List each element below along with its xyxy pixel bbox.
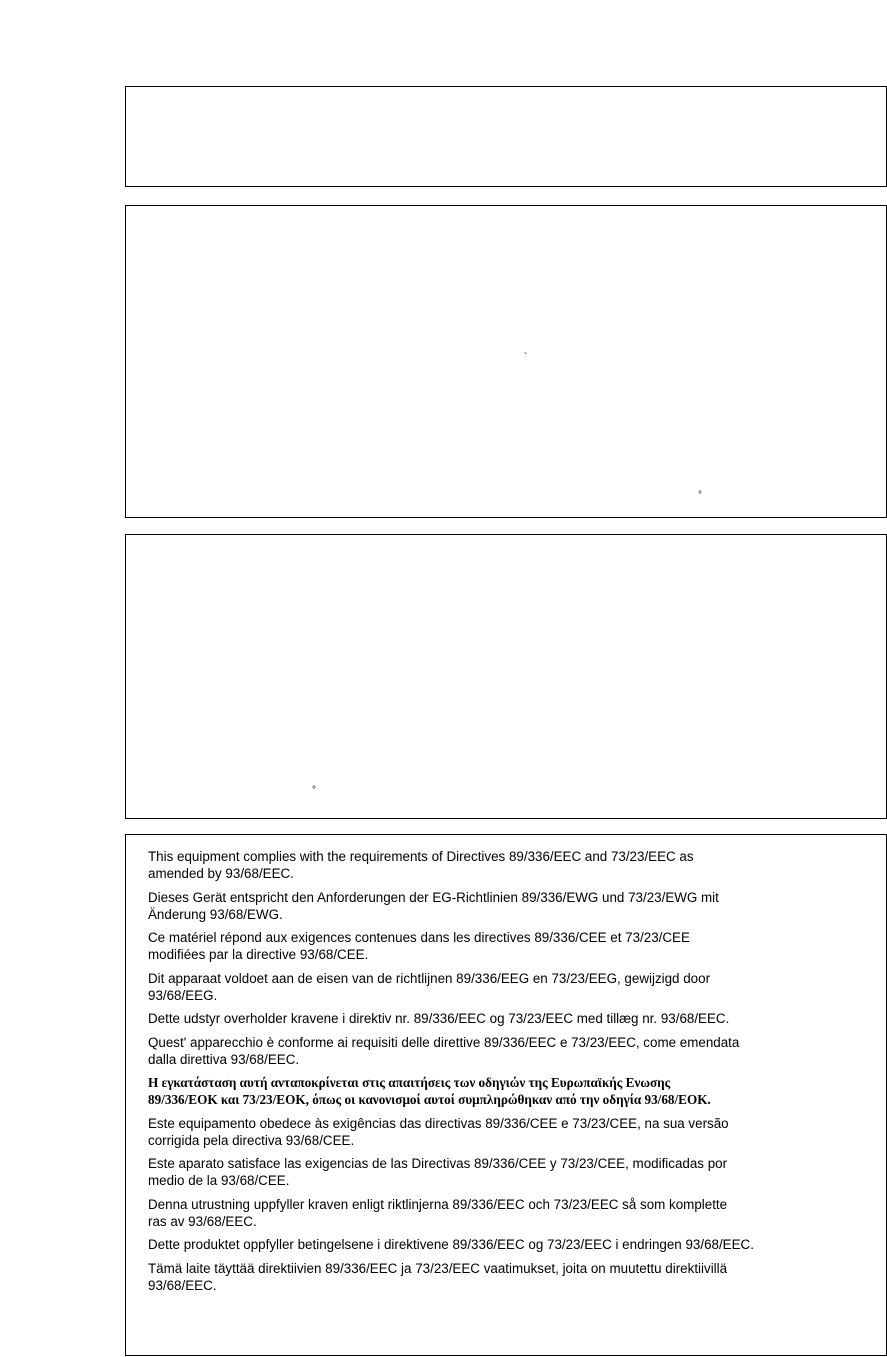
compliance-statement-de: Dieses Gerät entspricht den Anforderungen der EG-Richtlinien 89/336/EWG und 73/23/EWG mit Änderung 93/68/EWG. — [148, 889, 719, 922]
compliance-statement-it: Quest' apparecchio è conforme ai requisiti delle direttive 89/336/EEC e 73/23/EEC, come emendata dalla direttiva 93/68/EEC. — [148, 1034, 740, 1067]
blank-box-lower — [125, 534, 887, 819]
stray-mark: ° — [312, 785, 316, 796]
stray-mark: ° — [698, 490, 702, 501]
compliance-statement-en: This equipment complies with the requirements of Directives 89/336/EEC and 73/23/EEC as amended by 93/68/EEC. — [148, 849, 694, 881]
blank-box-top — [125, 86, 887, 187]
compliance-statement-fi: Tämä laite täyttää direktiivien 89/336/EEC ja 73/23/EEC vaatimukset, joita on muutettu direktiivillä 93/68/EEC. — [148, 1260, 728, 1293]
compliance-statement-fr: Ce matériel répond aux exigences contenues dans les directives 89/336/CEE et 73/23/CEE modifiées par la directive 93/68/CEE. — [148, 930, 690, 962]
compliance-statement-es: Este aparato satisface las exigencias de las Directivas 89/336/CEE y 73/23/CEE, modificadas por medio de la 93/68/CEE. — [148, 1156, 728, 1188]
blank-box-middle — [125, 205, 887, 518]
compliance-statement-sv: Denna utrustning uppfyller kraven enligt riktlinjerna 89/336/EEC och 73/23/EEC så som komplette ras av 93/68/EEC. — [148, 1196, 728, 1229]
compliance-statement-no: Dette produktet oppfyller betingelsene i direktivene 89/336/EEC og 73/23/EEC i endringen 93/68/EEC. — [148, 1237, 754, 1252]
stray-mark: ` — [524, 352, 528, 363]
compliance-box — [125, 834, 887, 1356]
compliance-statement-da: Dette udstyr overholder kravene i direktiv nr. 89/336/EEC og 73/23/EEC med tillæg nr. 93/68/EEC. — [148, 1011, 730, 1026]
compliance-statement-el: Η εγκατάσταση αυτή ανταποκρίνεται στις απαιτήσεις των οδηγιών της Ευρωπαϊκής Ενωσης 89/336/ΕΟΚ και 73/23/ΕΟΚ, όπως οι κανονισμοί αυτοί συμπληρώθηκαν από την οδηγία 93/68/ΕΟΚ. — [148, 1075, 711, 1107]
compliance-statement-nl: Dit apparaat voldoet aan de eisen van de richtlijnen 89/336/EEG en 73/23/EEG, gewijzigd door 93/68/EEG. — [148, 970, 711, 1003]
compliance-statement-pt: Este equipamento obedece às exigências das directivas 89/336/CEE e 73/23/CEE, na sua versão corrigida pela directiva 93/68/CEE. — [148, 1115, 729, 1148]
